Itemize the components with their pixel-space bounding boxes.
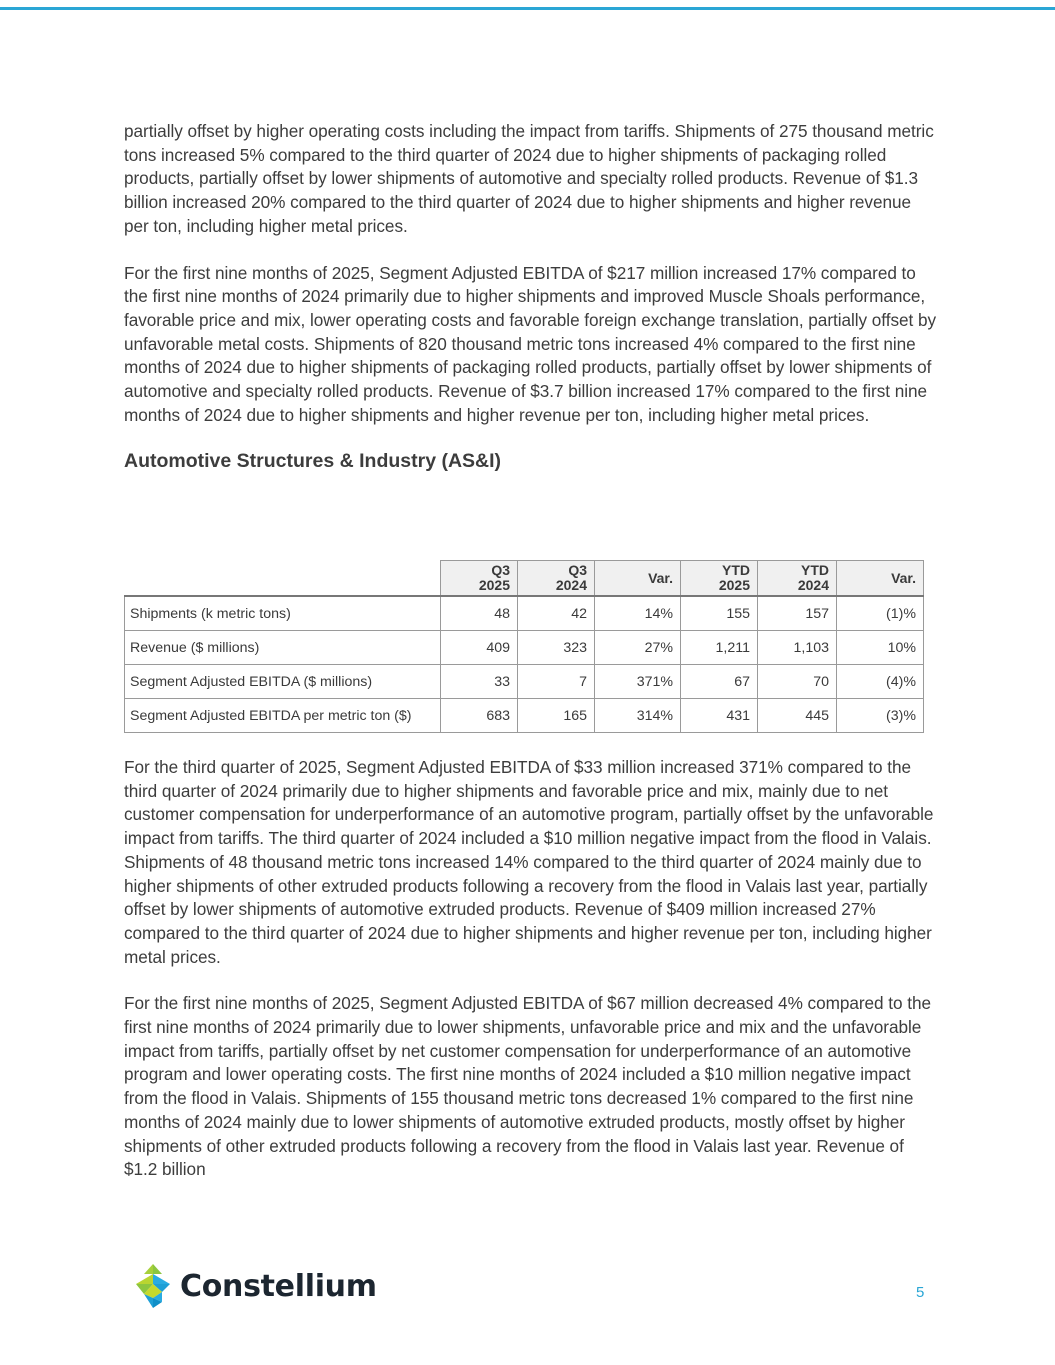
table-row	[125, 665, 924, 699]
top-accent-rule	[0, 7, 1055, 10]
row-label: Revenue ($ millions)	[125, 631, 441, 665]
table-header-row	[125, 561, 924, 597]
upper-body	[124, 120, 936, 473]
cell-value: 7	[518, 665, 595, 699]
paragraph-asi-ytd: For the first nine months of 2025, Segment Adjusted EBITDA of $67 million decreased 4% compared to the first nine months of 2024 primarily due to lower shipments, unfavorable price and mix and the unfavorable impact from tariffs, partially offset by net customer compensation for underperformance of an automotive program and lower operating costs. The first nine months of 2024 included a $10 million negative impact from the flood in Valais. Shipments of 155 thousand metric tons decreased 1% compared to the first nine months of 2024 mainly due to lower shipments of automotive extruded products, mostly offset by higher shipments of other extruded products following a recovery from the flood in Valais last year. Revenue of $1.2 billion	[124, 993, 931, 1180]
cell-value: 67	[681, 665, 758, 699]
cell-value: 1,103	[758, 631, 837, 665]
cell-value: 409	[441, 631, 518, 665]
header-ytd-2024: YTD 2024	[758, 561, 837, 597]
cell-value: 1,211	[681, 631, 758, 665]
row-label: Segment Adjusted EBITDA per metric ton ($)	[125, 699, 441, 733]
cell-value: 445	[758, 699, 837, 733]
table-row	[125, 699, 924, 733]
cell-value: 431	[681, 699, 758, 733]
table-row	[125, 596, 924, 631]
lower-body	[124, 756, 936, 1205]
cell-value: 165	[518, 699, 595, 733]
cell-value: 42	[518, 596, 595, 631]
cell-value: 683	[441, 699, 518, 733]
cell-value: 27%	[595, 631, 681, 665]
section-heading-asi: Automotive Structures & Industry (AS&I)	[124, 450, 502, 473]
header-q3-2025: Q3 2025	[441, 561, 518, 597]
header-q3-var: Var.	[595, 561, 681, 597]
cell-value: 33	[441, 665, 518, 699]
cell-value: 10%	[837, 631, 924, 665]
table-row	[125, 631, 924, 665]
cell-value: 14%	[595, 596, 681, 631]
paragraph-pars-q3-continuation: partially offset by higher operating costs including the impact from tariffs. Shipments of 275 thousand metric tons increased 5% compared to the third quarter of 2024 due to higher shipments of packaging rolled products, partially offset by lower shipments of automotive and specialty rolled products. Revenue of $1.3 billion increased 20% compared to the third quarter of 2024 due to higher shipments and higher revenue per ton, including higher metal prices.	[124, 121, 934, 236]
paragraph-pars-ytd: For the first nine months of 2025, Segment Adjusted EBITDA of $217 million increased 17% compared to the first nine months of 2024 primarily due to higher shipments and improved Muscle Shoals performance, favorable price and mix, lower operating costs and favorable foreign exchange translation, partially offset by unfavorable metal costs. Shipments of 820 thousand metric tons increased 4% compared to the first nine months of 2024 due to higher shipments of packaging rolled products, partially offset by lower shipments of automotive and specialty rolled products. Revenue of $3.7 billion increased 17% compared to the first nine months of 2024 due to higher shipments and higher revenue per ton, including higher metal prices.	[124, 262, 937, 425]
cell-value: 157	[758, 596, 837, 631]
logo-wordmark: Constellium	[180, 1268, 377, 1304]
header-ytd-var: Var.	[837, 561, 924, 597]
cell-value: 155	[681, 596, 758, 631]
cell-value: 70	[758, 665, 837, 699]
header-ytd-2025: YTD 2025	[681, 561, 758, 597]
company-logo	[132, 1262, 377, 1310]
page-number: 5	[916, 1284, 925, 1301]
cell-value: 48	[441, 596, 518, 631]
row-label: Shipments (k metric tons)	[125, 596, 441, 631]
header-blank-cell	[125, 561, 441, 597]
header-q3-2024: Q3 2024	[518, 561, 595, 597]
cell-value: 323	[518, 631, 595, 665]
paragraph-asi-q3: For the third quarter of 2025, Segment Adjusted EBITDA of $33 million increased 371% compared to the third quarter of 2024 primarily due to higher shipments and favorable price and mix, mainly due to net customer compensation for underperformance of an automotive program, partially offset by the unfavorable impact from tariffs. The third quarter of 2024 included a $10 million negative impact from the flood in Valais. Shipments of 48 thousand metric tons increased 14% compared to the third quarter of 2024 mainly due to higher shipments of other extruded products following a recovery from the flood in Valais last year, partially offset by lower shipments of automotive extruded products. Revenue of $409 million increased 27% compared to the third quarter of 2024 due to higher shipments and higher revenue per ton, including higher metal prices.	[124, 757, 934, 967]
cell-value: 371%	[595, 665, 681, 699]
asi-financial-table	[124, 560, 924, 733]
cell-value: (3)%	[837, 699, 924, 733]
constellium-star-icon	[132, 1262, 174, 1310]
cell-value: (1)%	[837, 596, 924, 631]
cell-value: 314%	[595, 699, 681, 733]
row-label: Segment Adjusted EBITDA ($ millions)	[125, 665, 441, 699]
cell-value: (4)%	[837, 665, 924, 699]
